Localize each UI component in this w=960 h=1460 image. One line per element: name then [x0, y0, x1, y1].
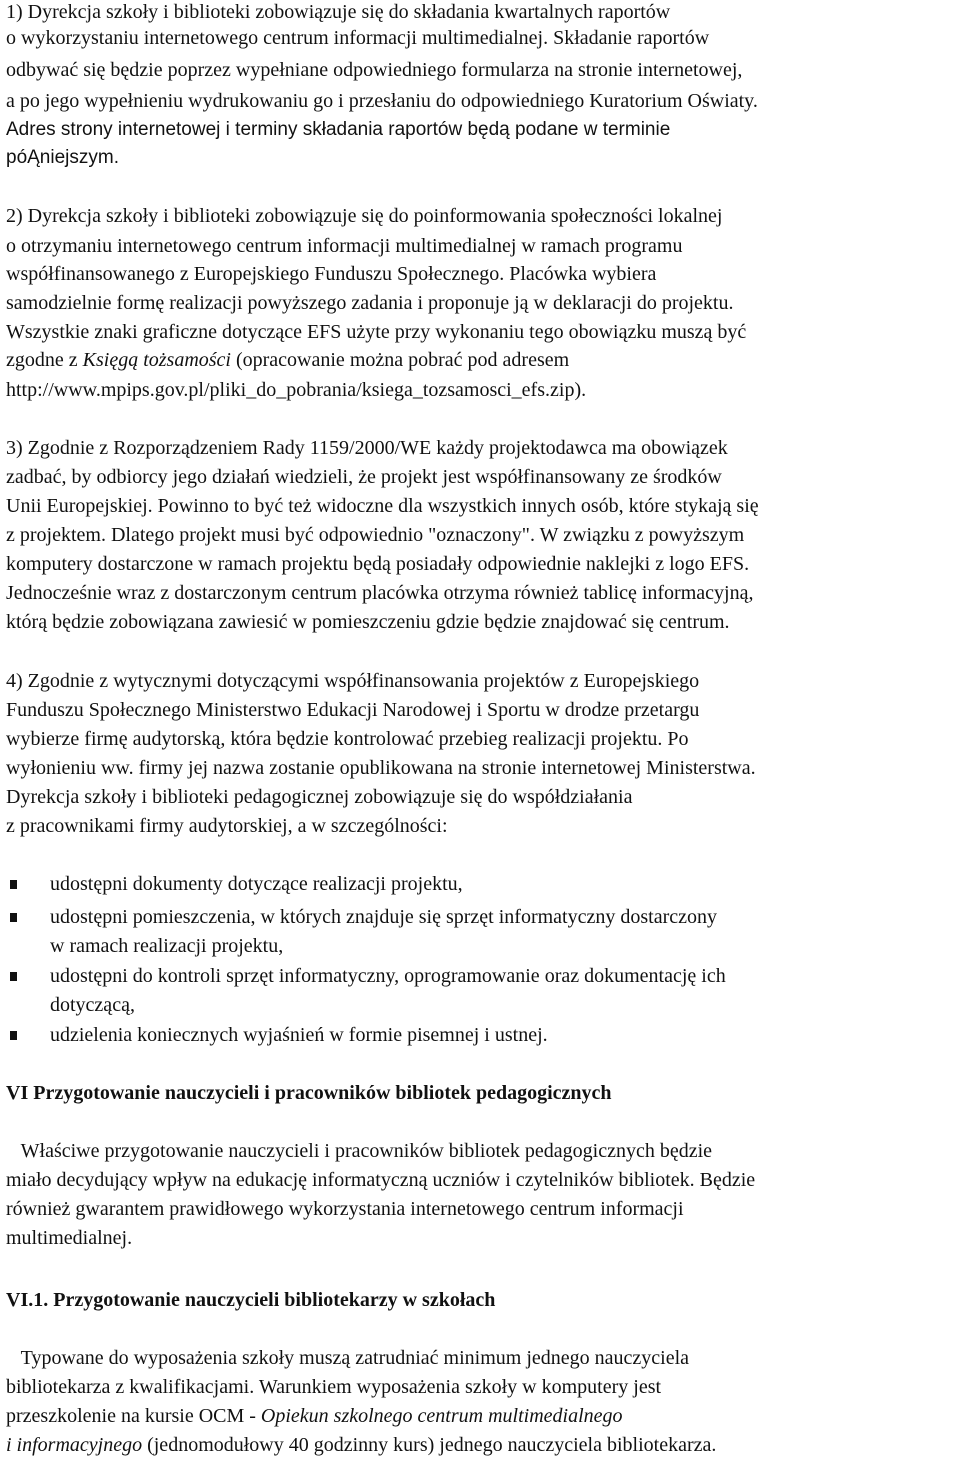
paragraph-3-line: z projektem. Dlatego projekt musi być odpowiednio "oznaczony". W związku z powyższym [6, 524, 745, 546]
paragraph-2-line: 2) Dyrekcja szkoły i biblioteki zobowiązuje się do poinformowania społeczności lokalnej [6, 205, 723, 227]
text: (opracowanie można pobrać pod adresem [230, 349, 570, 371]
paragraph-2-line: Wszystkie znaki graficzne dotyczące EFS użyte przy wykonaniu tego obowiązku muszą być [6, 321, 747, 343]
paragraph-1-line: póĄniejszym. [6, 147, 119, 168]
paragraph-5-line: Właściwe przygotowanie nauczycieli i pracowników bibliotek pedagogicznych będzie [6, 1140, 713, 1162]
paragraph-2-line [6, 347, 569, 373]
paragraph-2-line: o otrzymaniu internetowego centrum informacji multimedialnej w ramach programu [6, 235, 683, 257]
list-item-continuation: dotyczącą, [50, 994, 135, 1016]
section-heading: VI Przygotowanie nauczycieli i pracowników bibliotek pedagogicznych [6, 1082, 612, 1104]
paragraph-3-line: zadbać, by odbiorcy jego działań wiedzieli, że projekt jest współfinansowany ze środków [6, 466, 722, 488]
bullet-marker-icon [10, 1031, 17, 1040]
paragraph-4-line: Dyrekcja szkoły i biblioteki pedagogicznej zobowiązuje się do współdziałania [6, 786, 633, 808]
paragraph-6-line: bibliotekarza z kwalifikacjami. Warunkiem wyposażenia szkoły w komputery jest [6, 1376, 662, 1398]
bullet-marker-icon [10, 880, 17, 889]
paragraph-4-line: 4) Zgodnie z wytycznymi dotyczącymi współfinansowania projektów z Europejskiego [6, 670, 700, 692]
paragraph-6-line: Typowane do wyposażenia szkoły muszą zatrudniać minimum jednego nauczyciela [6, 1347, 690, 1369]
paragraph-6-line [6, 1432, 716, 1458]
paragraph-6-line [6, 1403, 623, 1429]
course-title-italic: i informacyjnego [6, 1434, 143, 1456]
subsection-heading: VI.1. Przygotowanie nauczycieli bibliotekarzy w szkołach [6, 1289, 496, 1311]
bullet-marker-icon [10, 972, 17, 981]
paragraph-5-line: również gwarantem prawidłowego wykorzystania internetowego centrum informacji [6, 1198, 684, 1220]
paragraph-3-line: Unii Europejskiej. Powinno to być też widoczne dla wszystkich innych osób, które stykają się [6, 495, 759, 517]
paragraph-5-line: miało decydujący wpływ na edukację informatyczną uczniów i czytelników bibliotek. Będzie [6, 1169, 756, 1191]
bullet-marker-icon [10, 913, 17, 922]
paragraph-1-line: Adres strony internetowej i terminy składania raportów będą podane w terminie [6, 119, 671, 140]
paragraph-4-line: z pracownikami firmy audytorskiej, a w szczególności: [6, 815, 448, 837]
paragraph-1-line: a po jego wypełnieniu wydrukowaniu go i przesłaniu do odpowiedniego Kuratorium Oświaty. [6, 90, 758, 112]
paragraph-3-line: komputery dostarczone w ramach projektu będą posiadały odpowiednie naklejki z logo EFS. [6, 553, 750, 575]
text: zgodne z [6, 349, 83, 371]
url-line: http://www.mpips.gov.pl/pliki_do_pobrania/ksiega_tozsamosci_efs.zip). [6, 379, 587, 401]
paragraph-3-line: którą będzie zobowiązana zawiesić w pomieszczeniu gdzie będzie znajdować się centrum. [6, 611, 730, 633]
list-item: udostępni dokumenty dotyczące realizacji projektu, [50, 873, 463, 895]
course-title-italic: Opiekun szkolnego centrum multimedialnego [260, 1405, 623, 1427]
paragraph-1-line: odbywać się będzie poprzez wypełniane odpowiedniego formularza na stronie internetowej, [6, 59, 743, 81]
book-title-italic: Księgą tożsamości [82, 349, 231, 371]
paragraph-4-line: Funduszu Społecznego Ministerstwo Edukacji Narodowej i Sportu w drodze przetargu [6, 699, 700, 721]
paragraph-3-line: Jednocześnie wraz z dostarczonym centrum placówka otrzyma również tablicę informacyjną, [6, 582, 754, 604]
paragraph-5-line: multimedialnej. [6, 1227, 133, 1249]
paragraph-4-line: wybierze firmę audytorską, która będzie kontrolować przebieg realizacji projektu. Po [6, 728, 689, 750]
text: (jednomodułowy 40 godzinny kurs) jednego nauczyciela bibliotekarza. [142, 1434, 717, 1456]
paragraph-1-line: 1) Dyrekcja szkoły i biblioteki zobowiązuje się do składania kwartalnych raportów [6, 1, 671, 23]
list-item: udzielenia koniecznych wyjaśnień w formie pisemnej i ustnej. [50, 1024, 548, 1046]
paragraph-4-line: wyłonieniu ww. firmy jej nazwa zostanie opublikowana na stronie internetowej Ministerstwa. [6, 757, 756, 779]
text: przeszkolenie na kursie OCM - [6, 1405, 261, 1427]
list-item: udostępni pomieszczenia, w których znajduje się sprzęt informatyczny dostarczony [50, 906, 717, 928]
paragraph-2-line: współfinansowanego z Europejskiego Funduszu Społecznego. Placówka wybiera [6, 263, 657, 285]
paragraph-2-line: samodzielnie formę realizacji powyższego zadania i proponuje ją w deklaracji do projektu. [6, 292, 734, 314]
list-item: udostępni do kontroli sprzęt informatyczny, oprogramowanie oraz dokumentację ich [50, 965, 726, 987]
list-item-continuation: w ramach realizacji projektu, [50, 935, 284, 957]
paragraph-3-line: 3) Zgodnie z Rozporządzeniem Rady 1159/2000/WE każdy projektodawca ma obowiązek [6, 437, 728, 459]
paragraph-1-line: o wykorzystaniu internetowego centrum informacji multimedialnej. Składanie raportów [6, 27, 710, 49]
